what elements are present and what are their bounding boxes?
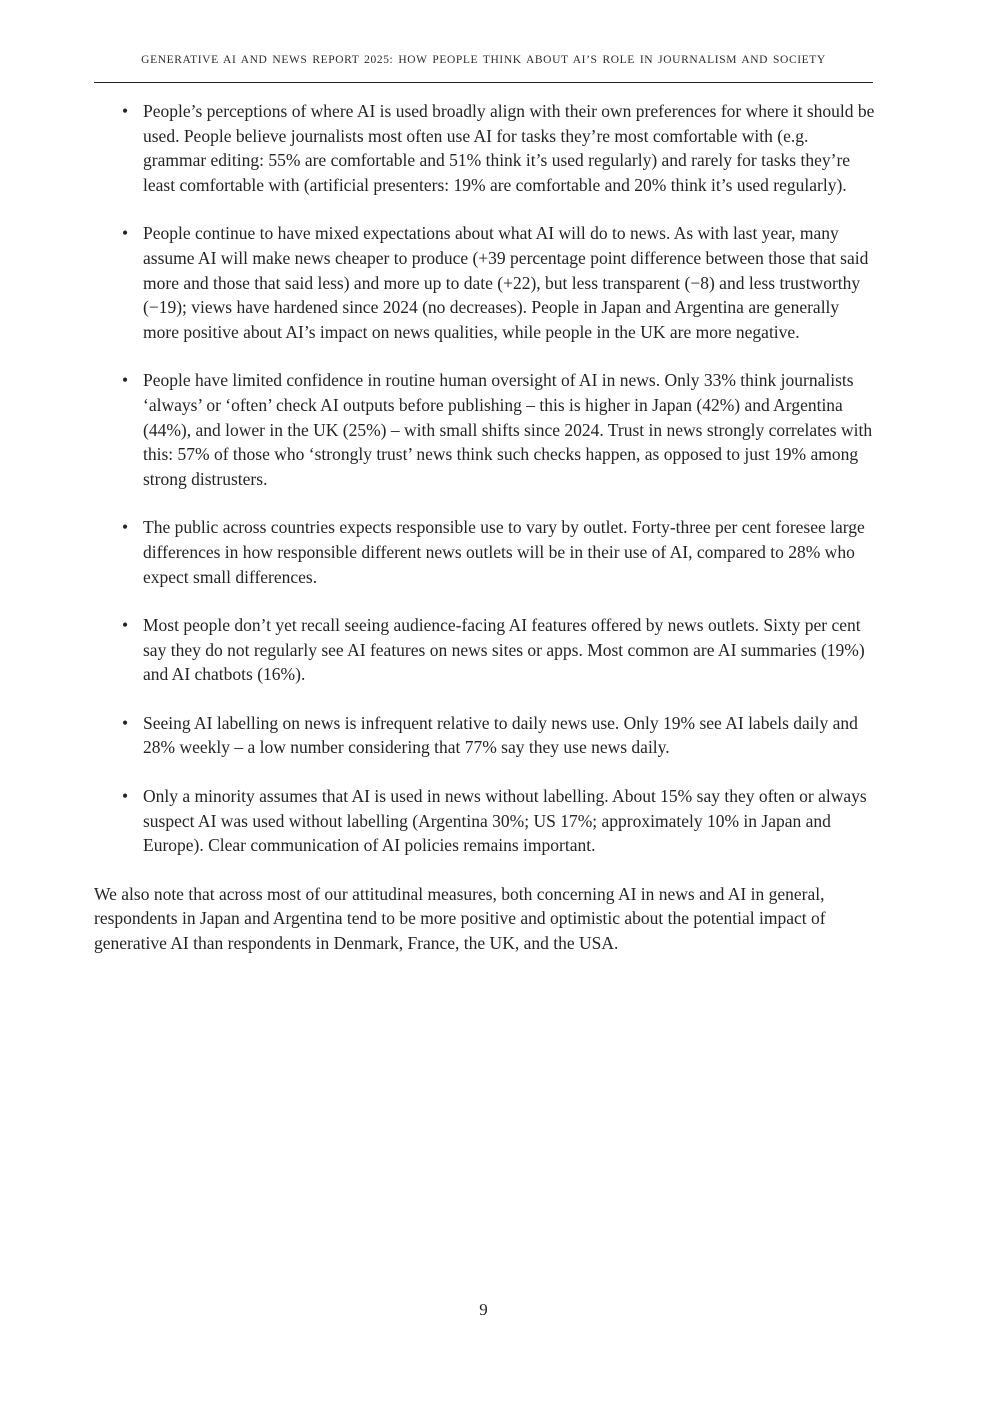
bullet-icon: •	[122, 615, 129, 636]
list-item	[94, 613, 875, 687]
list-item	[94, 711, 875, 760]
list-item-text: People continue to have mixed expectations about what AI will do to news. As with last year, many assume AI will make news cheaper to produce (+39 percentage point difference between those that said more and those that said less) and more up to date (+22), but less transparent (−8) and less trustworthy (−19); views have hardened since 2024 (no decreases). People in Japan and Argentina are generally more positive about AI’s impact on news qualities, while people in the UK are more negative.	[143, 223, 869, 342]
bullet-icon: •	[122, 712, 129, 733]
list-item	[94, 368, 875, 491]
list-item-text: Only a minority assumes that AI is used in news without labelling. About 15% say they often or always suspect AI was used without labelling (Argentina 30%; US 17%; approximately 10% in Japan and Europe). Clear communication of AI policies remains important.	[143, 786, 867, 856]
bullet-icon: •	[122, 101, 129, 121]
list-item-text: Seeing AI labelling on news is infrequent relative to daily news use. Only 19% see AI labels daily and 28% weekly – a low number considering that 77% say they use news daily.	[143, 712, 858, 758]
list-item-text: Most people don’t yet recall seeing audience-facing AI features offered by news outlets. Sixty per cent say they do not regularly see AI features on news sites or apps. Most common are AI summaries (19%) and AI chatbots (16%).	[143, 615, 865, 685]
page-number: 9	[479, 1300, 488, 1319]
list-item	[94, 99, 875, 197]
list-item	[94, 515, 875, 589]
closing-paragraph: We also note that across most of our attitudinal measures, both concerning AI in news and AI in general, respondents in Japan and Argentina tend to be more positive and optimistic about the potential impact of generative AI than respondents in Denmark, France, the UK, and the USA.	[94, 883, 826, 954]
list-item	[94, 784, 875, 858]
page-footer	[94, 1300, 873, 1320]
bullet-icon: •	[122, 223, 129, 244]
list-item-text: People’s perceptions of where AI is used broadly align with their own preferences for where it should be used. People believe journalists most often use AI for tasks they’re most comfortable with (e.g. grammar editing: 55% are comfortable and 51% think it’s used regularly) and rarely for tasks they’re least comfortable with (artificial presenters: 19% are comfortable and 20% think it’s used regularly).	[143, 101, 875, 195]
bullet-icon: •	[122, 786, 129, 807]
running-header	[94, 53, 873, 83]
bullet-icon: •	[122, 370, 129, 391]
list-item-text: The public across countries expects responsible use to vary by outlet. Forty-three per cent foresee large differences in how responsible different news outlets will be in their use of AI, compared to 28% who expect small differences.	[143, 517, 865, 587]
running-header-title: GENERATIVE AI AND NEWS REPORT 2025: HOW PEOPLE THINK ABOUT AI’S ROLE IN JOURNALISM AND SOCIETY	[141, 54, 826, 66]
key-findings-list	[94, 99, 875, 858]
list-item-text: People have limited confidence in routine human oversight of AI in news. Only 33% think journalists ‘always’ or ‘often’ check AI outputs before publishing – this is higher in Japan (42%) and Argentina (44%), and lower in the UK (25%) – with small shifts since 2024. Trust in news strongly correlates with this: 57% of those who ‘strongly trust’ news think such checks happen, as opposed to just 19% among strong distrusters.	[143, 370, 873, 489]
bullet-icon: •	[122, 517, 129, 538]
list-item	[94, 221, 875, 344]
page-content	[94, 99, 875, 956]
